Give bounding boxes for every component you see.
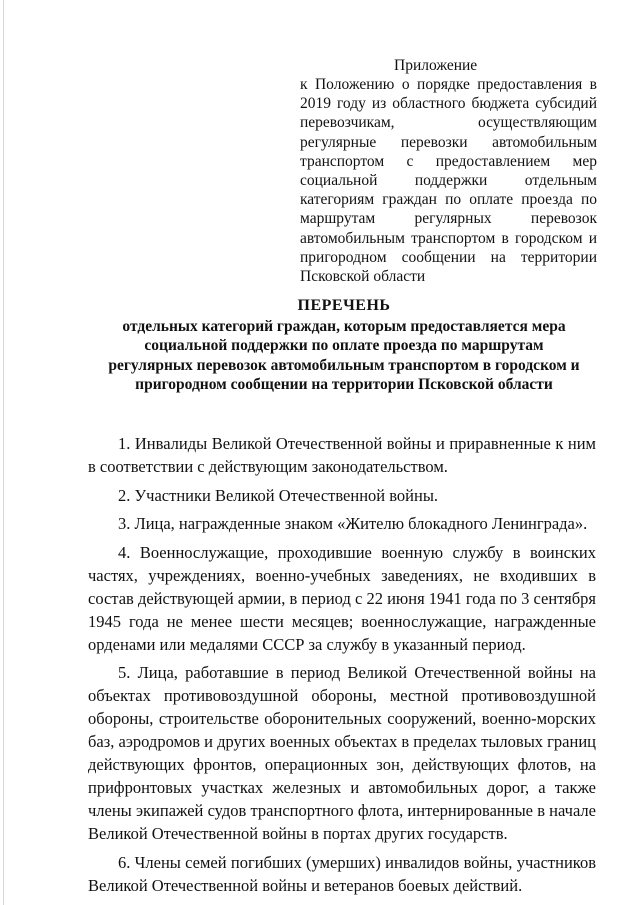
appendix-text: к Положению о порядке предоставления в 2019 году из областного бюджета субсидий перевозчикам, осуществляющим регулярные перевозки автомобильным транспортом с предоставлением мер социальной поддержки отдельным категориям граждан по оплате проезда по маршрутам регулярных перевозок автомобильным транспортом в городском и пригородном сообщении на территории Псковской области bbox=[300, 76, 597, 286]
document-heading bbox=[88, 296, 600, 395]
appendix-title: Приложение bbox=[394, 57, 478, 74]
list-item: 3. Лица, награжденные знаком «Жителю блокадного Ленинграда». bbox=[118, 514, 588, 533]
document-subtitle: отдельных категорий граждан, которым предоставляется мера социальной поддержки по оплате проезда по маршрутам регулярных перевозок автомобильным транспортом в городском и пригородном сообщении на территории Псковской области bbox=[108, 318, 580, 394]
scan-edge bbox=[3, 0, 4, 905]
list-item: 4. Военнослужащие, проходившие военную службу в воинских частях, учреждениях, военно-учебных заведениях, не входивших в состав действующей армии, в период с 22 июня 1941 года по 3 сентября 1945 года не менее шести месяцев; военнослужащие, награжденные орденами или медалями СССР за службу в указанный период. bbox=[88, 542, 596, 654]
category-list bbox=[88, 432, 596, 902]
appendix-block bbox=[300, 56, 597, 286]
list-item: 6. Члены семей погибших (умерших) инвалидов войны, участников Великой Отечественной войны и ветеранов боевых действий. bbox=[88, 852, 596, 895]
list-item: 1. Инвалиды Великой Отечественной войны и приравненные к ним в соответствии с действующим законодательством. bbox=[88, 434, 596, 476]
list-item: 5. Лица, работавшие в период Великой Отечественной войны на объектах противовоздушной обороны, местной противовоздушной обороны, строительстве оборонительных сооружений, военно-морских баз, аэродромов и других военных объектах в пределах тыловых границ действующих фронтов, операционных зон, действующих флотов, на прифронтовых участках железных и автомобильных дорог, а также члены экипажей судов транспортного флота, интернированные в начале Великой Отечественной войны в портах других государств. bbox=[88, 663, 596, 843]
document-title: ПЕРЕЧЕНЬ bbox=[297, 297, 391, 314]
list-item: 2. Участники Великой Отечественной войны. bbox=[118, 485, 439, 505]
